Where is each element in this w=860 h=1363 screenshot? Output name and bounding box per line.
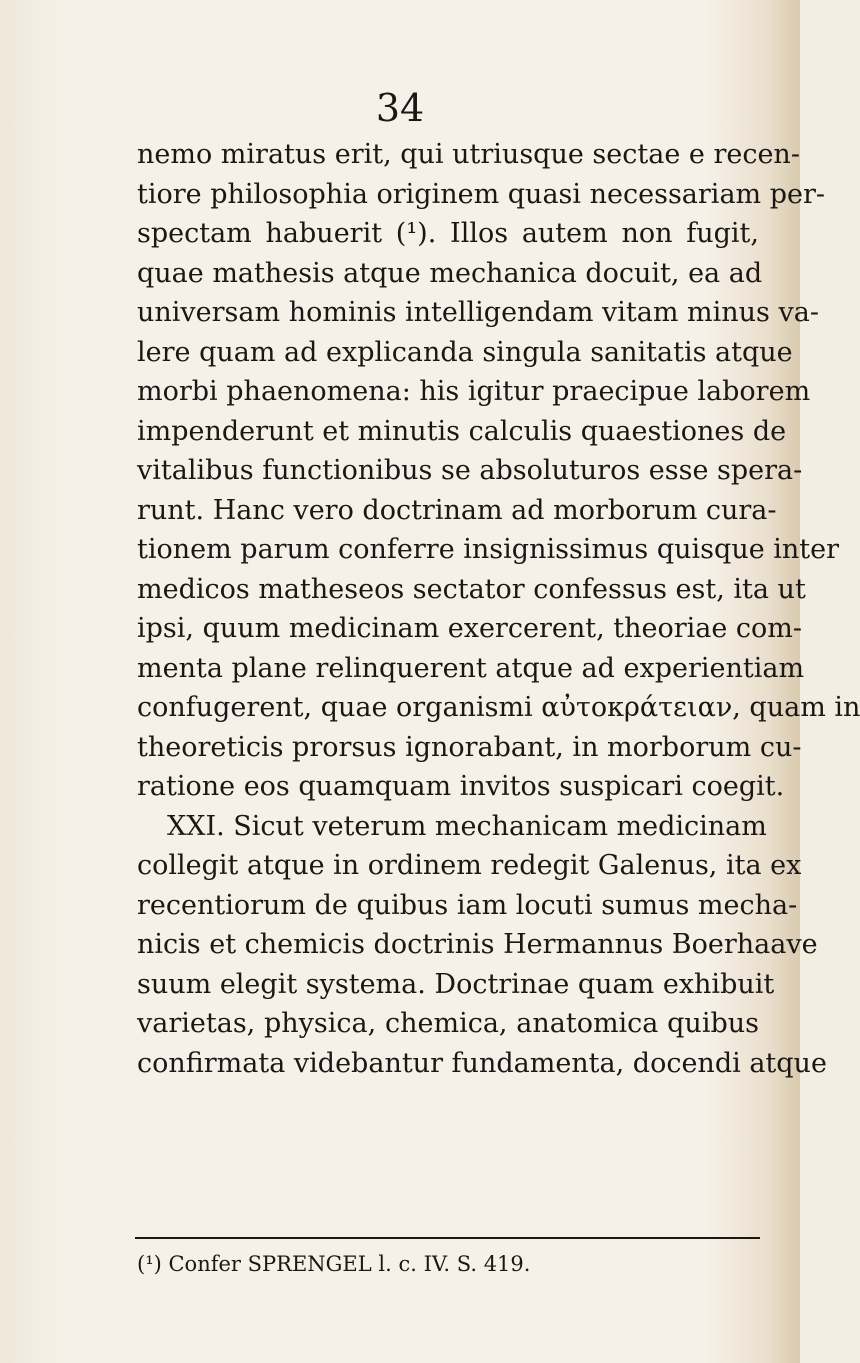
footnote: (¹) Confer SPRENGEL l. c. IV. S. 419. (137, 1252, 531, 1276)
text-line: recentiorum de quibus iam locuti sumus mecha- (137, 889, 798, 921)
section-start-line: XXI. Sicut veterum mechanicam medicinam (167, 810, 767, 842)
text-line: spectam habuerit (¹). Illos autem non fugit, (137, 218, 759, 249)
text-line: nemo miratus erit, qui utriusque sectae e recen- (137, 139, 800, 170)
text-line: ratione eos quamquam invitos suspicari coegit. (137, 771, 785, 802)
text-line: impenderunt et minutis calculis quaestiones de (137, 415, 787, 447)
text-line: vitalibus functionibus se absoluturos esse spera- (137, 455, 803, 486)
text-line: varietas, physica, chemica, anatomica quibus (137, 1008, 759, 1039)
page-number: 34 (375, 86, 425, 130)
text-line: tiore philosophia originem quasi necessariam per- (137, 178, 826, 210)
text-line: theoreticis prorsus ignorabant, in morborum cu- (137, 731, 802, 763)
text-line: collegit atque in ordinem redegit Galenus, ita ex (137, 850, 802, 881)
text-line: medicos matheseos sectator confessus est, ita ut (137, 573, 806, 605)
text-line: tionem parum conferre insignissimus quisque inter (137, 534, 840, 565)
text-line: menta plane relinquerent atque ad experientiam (137, 652, 805, 684)
text-line: nicis et chemicis doctrinis Hermannus Boerhaave (137, 929, 818, 960)
text-line: universam hominis intelligendam vitam minus va- (137, 297, 819, 328)
text-line: morbi phaenomena: his igitur praecipue laborem (137, 376, 811, 407)
text-line: suum elegit systema. Doctrinae quam exhibuit (137, 968, 775, 1000)
text-line: confirmata videbantur fundamenta, docendi atque (137, 1047, 827, 1079)
text-line: ipsi, quum medicinam exercerent, theoriae com- (137, 613, 803, 644)
text-line: quae mathesis atque mechanica docuit, ea ad (137, 257, 763, 289)
text-line: runt. Hanc vero doctrinam ad morborum cura- (137, 494, 777, 526)
text-line: confugerent, quae organismi αὐτοκράτειαν, quam in (137, 692, 860, 723)
footnote-divider (135, 1237, 760, 1239)
text-line: lere quam ad explicanda singula sanitatis atque (137, 336, 793, 368)
body-text (137, 135, 860, 1083)
